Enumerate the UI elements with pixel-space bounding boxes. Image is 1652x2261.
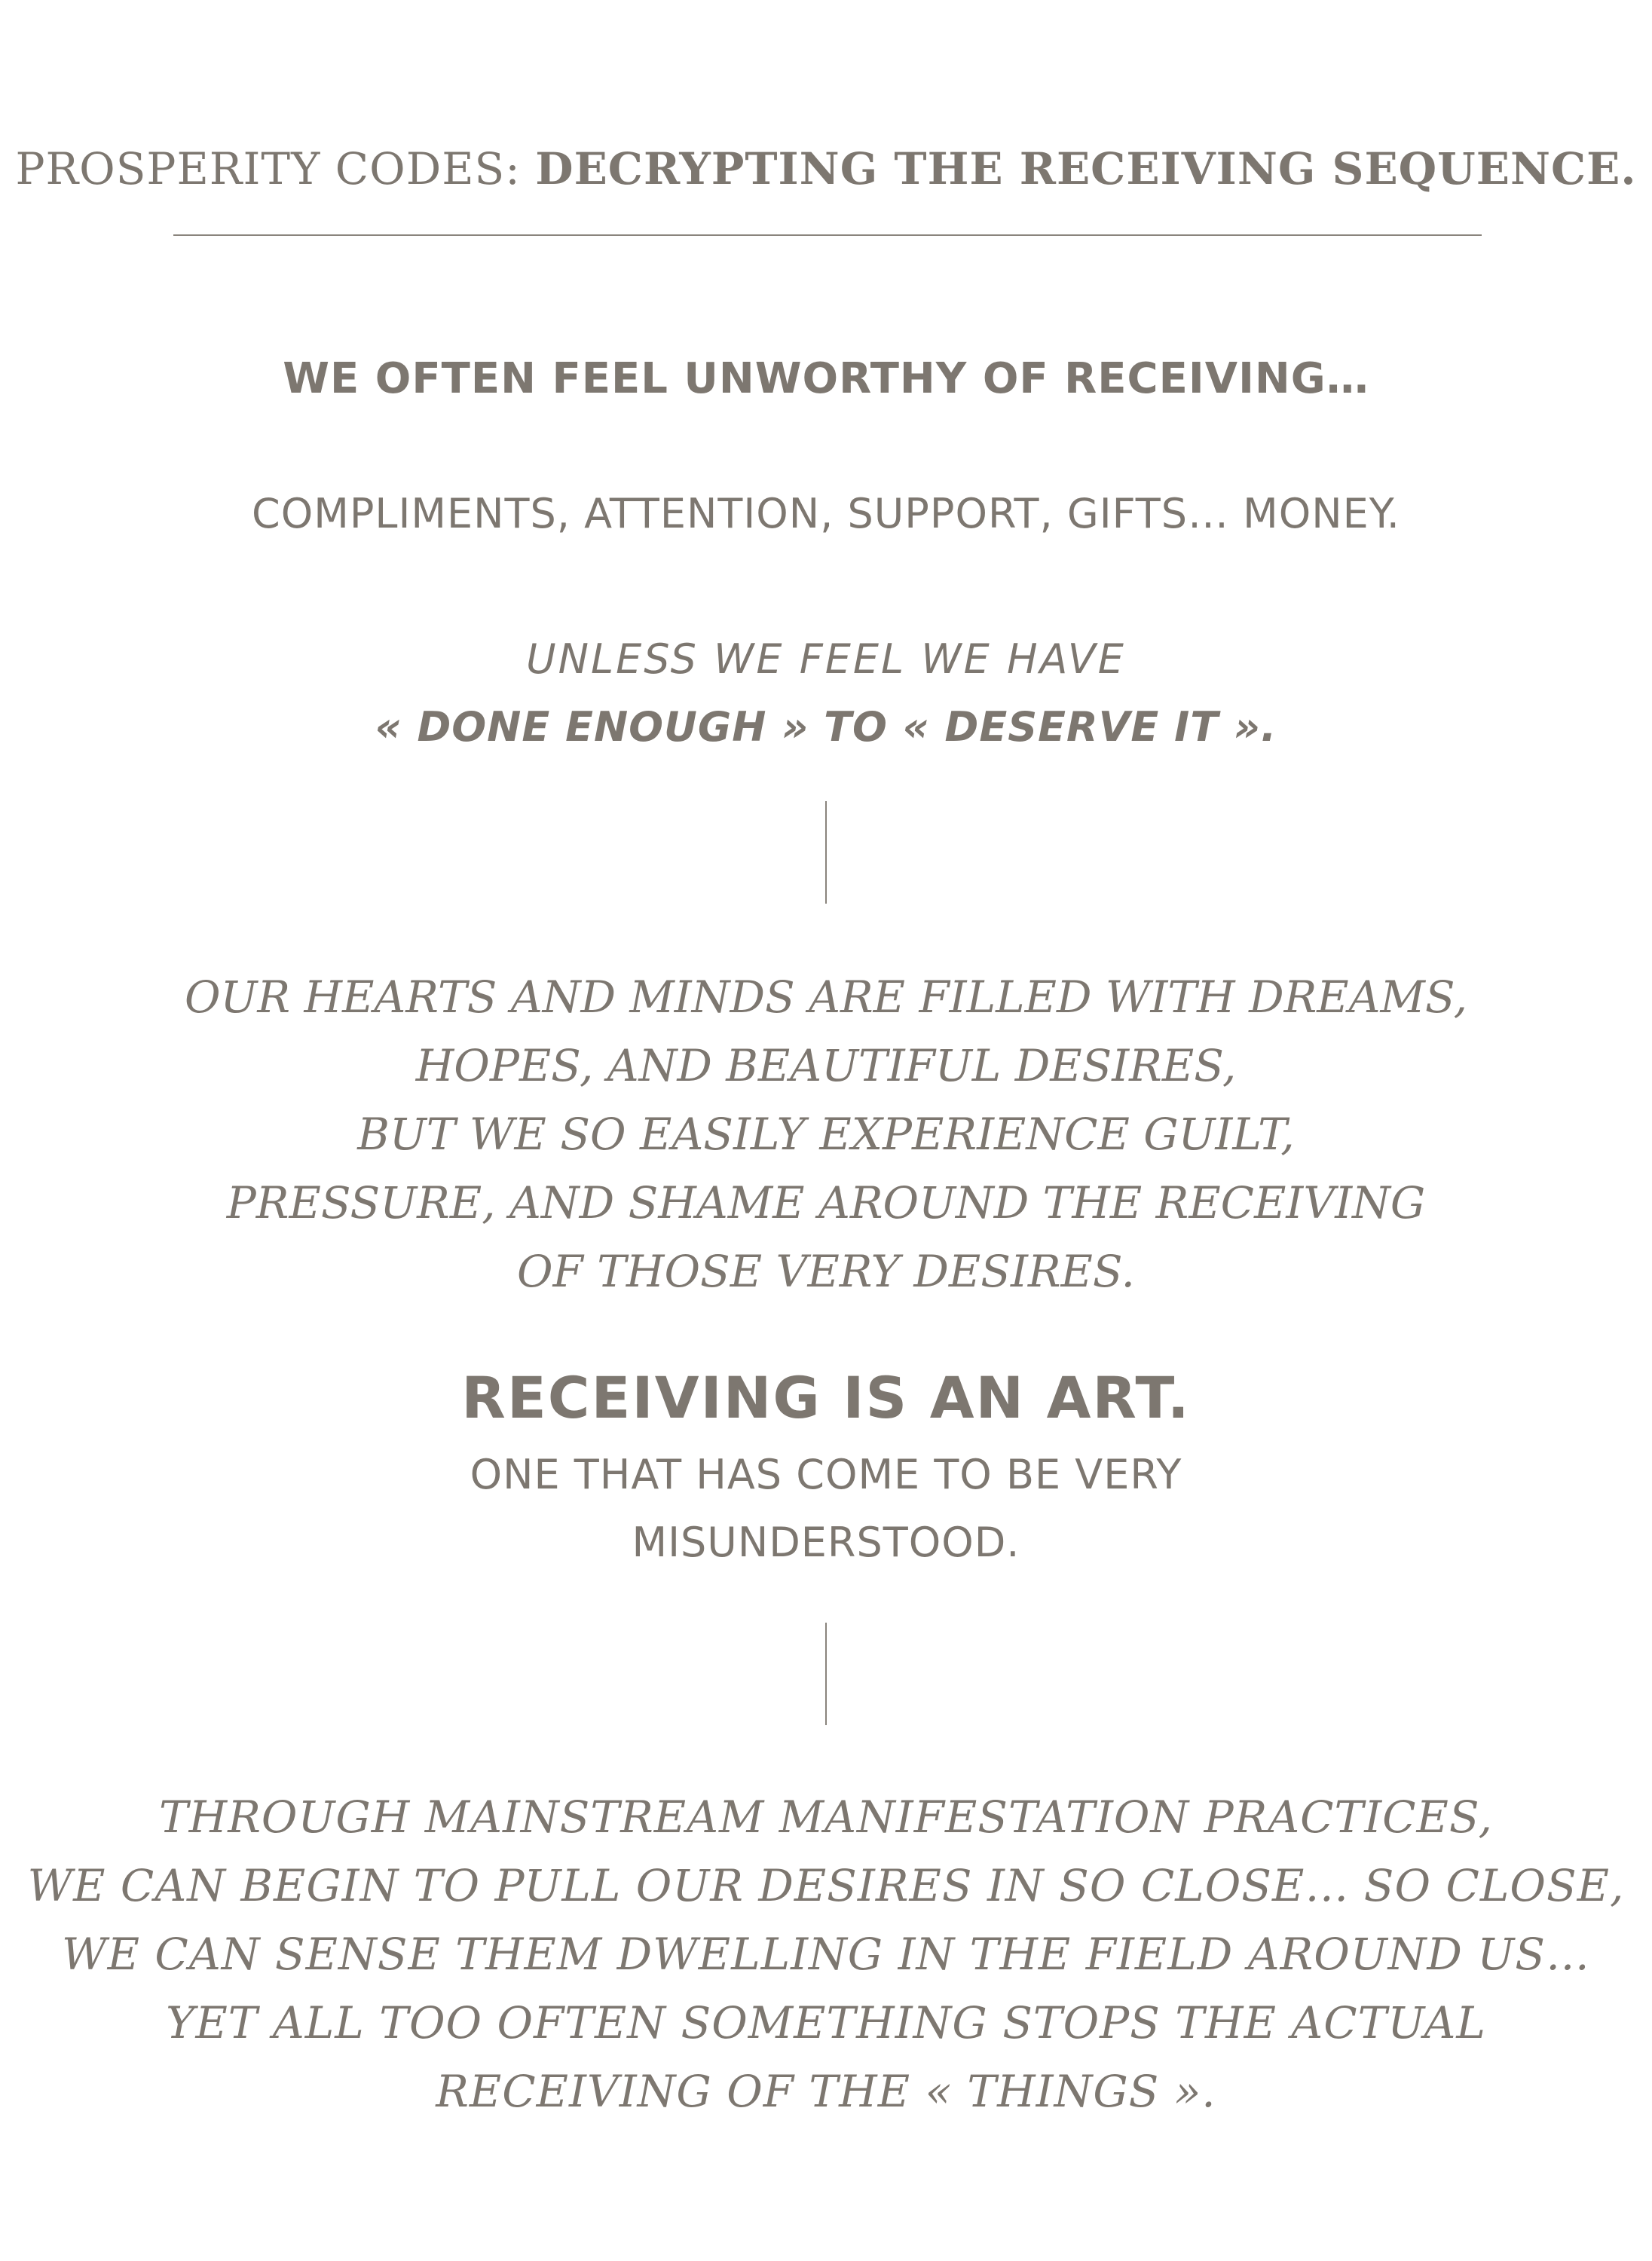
- art-heading: RECEIVING IS AN ART.: [461, 1364, 1191, 1431]
- unless-line-2: « DONE ENOUGH » TO « DESERVE IT ».: [375, 703, 1277, 751]
- hearts-line: OUR HEARTS AND MINDS ARE FILLED WITH DREAMS,: [184, 971, 1468, 1023]
- art-subtext-line-2: MISUNDERSTOOD.: [632, 1519, 1020, 1566]
- through-paragraph: [0, 1783, 1652, 2126]
- through-line: WE CAN BEGIN TO PULL OUR DESIRES IN SO CLOSE… SO CLOSE,: [27, 1860, 1625, 1911]
- unless-statement: [0, 626, 1652, 761]
- unless-line-1: UNLESS WE FEEL WE HAVE: [526, 635, 1126, 683]
- through-line: YET ALL TOO OFTEN SOMETHING STOPS THE ACTUAL: [166, 1997, 1486, 2048]
- through-line: THROUGH MAINSTREAM MANIFESTATION PRACTICES,: [159, 1791, 1493, 1843]
- hearts-line: OF THOSE VERY DESIRES.: [517, 1246, 1135, 1297]
- through-line: WE CAN SENSE THEM DWELLING IN THE FIELD AROUND US…: [62, 1929, 1590, 1980]
- hearts-line: BUT WE SO EASILY EXPERIENCE GUILT,: [357, 1109, 1295, 1160]
- hearts-line: HOPES, AND BEAUTIFUL DESIRES,: [415, 1040, 1237, 1091]
- hearts-paragraph: [0, 963, 1652, 1306]
- title-divider: [173, 234, 1482, 236]
- vertical-divider: [825, 801, 827, 904]
- page-title-main: DECRYPTING THE RECEIVING SEQUENCE.: [535, 143, 1637, 194]
- receiving-list: COMPLIMENTS, ATTENTION, SUPPORT, GIFTS… MONEY.: [252, 490, 1400, 537]
- hearts-line: PRESSURE, AND SHAME AROUND THE RECEIVING: [226, 1177, 1426, 1228]
- page-title-prefix: PROSPERITY CODES:: [15, 143, 536, 194]
- headline: WE OFTEN FEEL UNWORTHY OF RECEIVING…: [283, 354, 1369, 403]
- vertical-divider: [825, 1623, 827, 1725]
- art-subtext-line-1: ONE THAT HAS COME TO BE VERY: [470, 1451, 1182, 1498]
- through-line: RECEIVING OF THE « THINGS ».: [436, 2066, 1216, 2117]
- page-title: [0, 143, 1652, 194]
- art-subtext: [0, 1441, 1652, 1577]
